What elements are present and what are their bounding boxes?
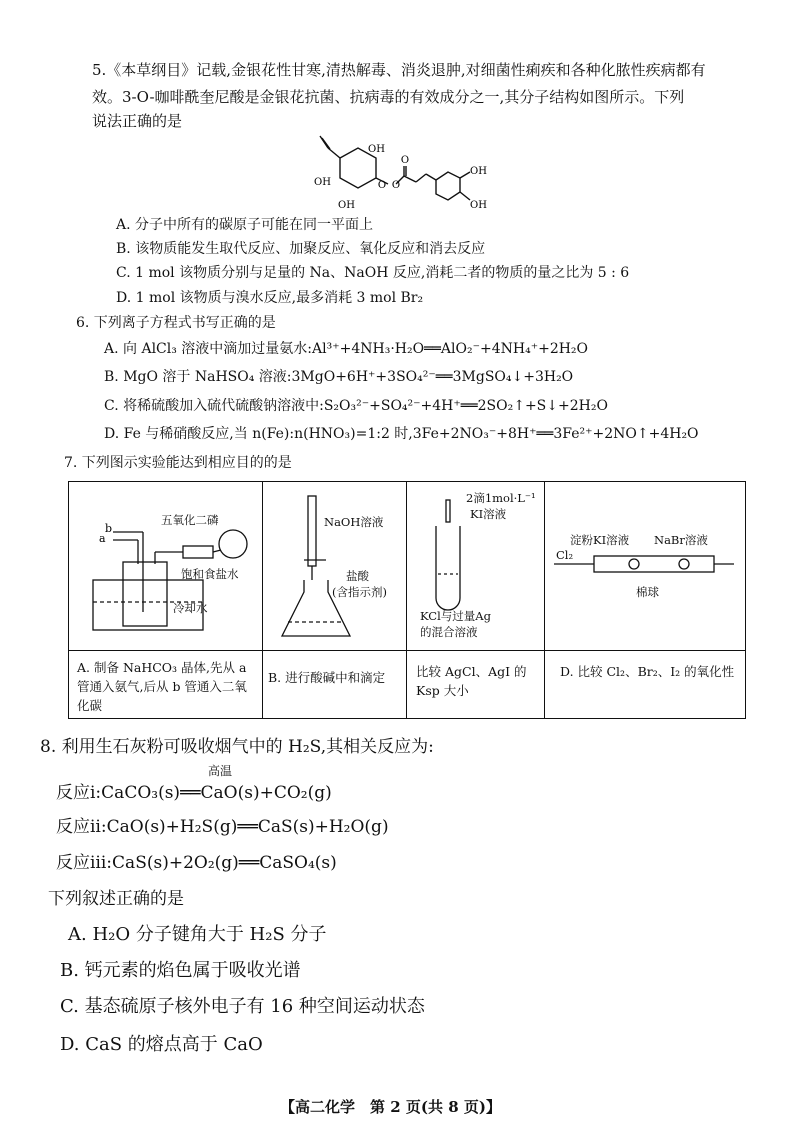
svg-text:O: O — [377, 180, 387, 191]
q5-option-a: A. 分子中所有的碳原子可能在同一平面上 — [116, 217, 374, 233]
panel-b-caption: B. 进行酸碱中和滴定 — [268, 670, 386, 685]
experiment-table — [68, 481, 746, 719]
label-cl2: Cl₂ — [556, 548, 574, 562]
reaction-2-label: 反应ⅱ: — [56, 817, 107, 837]
oh-label-4: OH — [470, 166, 487, 177]
reaction-2 — [56, 812, 389, 837]
label-cooling-water: 冷却水 — [173, 601, 208, 615]
reaction-1-condition: 高温 — [208, 764, 233, 778]
reaction-1-equation: CaCO₃(s)══CaO(s)+CO₂(g) — [101, 783, 332, 803]
label-a: a — [99, 532, 106, 545]
label-cotton: 棉球 — [636, 585, 659, 599]
oh-label-5: OH — [470, 200, 487, 211]
reaction-3-equation: CaS(s)+2O₂(g)══CaSO₄(s) — [112, 853, 337, 873]
q8-prompt: 下列叙述正确的是 — [48, 889, 184, 909]
q5-stem-line1: 5.《本草纲目》记载,金银花性甘寒,清热解毒、消炎退肿,对细菌性痢疾和各种化脓性疾病都有 — [92, 61, 706, 79]
q8-stem: 8. 利用生石灰粉可吸收烟气中的 H₂S,其相关反应为: — [40, 737, 434, 757]
caffeoylquinic-acid-structure — [310, 128, 490, 218]
reaction-1-label: 反应ⅰ: — [56, 783, 102, 803]
page-footer: 【高二化学 第 2 页(共 8 页)】 — [280, 1098, 501, 1116]
q6-option-d: D. Fe 与稀硝酸反应,当 n(Fe):n(HNO₃)=1:2 时,3Fe+2NO₃⁻+8H⁺══3Fe²⁺+2NO↑+4H₂O — [104, 426, 699, 442]
oh-label-2: OH — [314, 177, 331, 188]
q6-option-a: A. 向 AlCl₃ 溶液中滴加过量氨水:Al³⁺+4NH₃·H₂O══AlO₂⁻+4NH₄⁺+2H₂O — [104, 341, 589, 357]
label-starch-ki: 淀粉KI溶液 — [570, 533, 630, 547]
label-naoh: NaOH溶液 — [324, 515, 384, 529]
label-mixture: 的混合溶液 — [420, 625, 478, 639]
q5-option-d: D. 1 mol 该物质与溴水反应,最多消耗 3 mol Br₂ — [116, 290, 424, 306]
q6-option-b: B. MgO 溶于 NaHSO₄ 溶液:3MgO+6H⁺+3SO₄²⁻══3MgSO₄↓+3H₂O — [104, 369, 574, 385]
reaction-3-label: 反应ⅲ: — [56, 853, 113, 873]
reaction-1 — [56, 778, 332, 803]
q8-option-d: D. CaS 的熔点高于 CaO — [60, 1034, 263, 1055]
panel-c-caption: 比较 AgCl、AgI 的 Ksp 大小 — [416, 664, 527, 698]
panel-a — [69, 482, 263, 718]
label-p2o5: 五氧化二磷 — [161, 513, 219, 527]
q8-option-a: A. H₂O 分子键角大于 H₂S 分子 — [68, 924, 327, 945]
label-ki-conc: 2滴1mol·L⁻¹ — [466, 491, 536, 505]
panel-d — [544, 482, 745, 718]
q6-option-c: C. 将稀硫酸加入硫代硫酸钠溶液中:S₂O₃²⁻+SO₄²⁻+4H⁺══2SO₂↑+S↓+2H₂O — [104, 398, 608, 414]
label-nabr: NaBr溶液 — [654, 533, 708, 547]
label-hcl: 盐酸 — [346, 569, 369, 583]
panel-c — [406, 482, 545, 718]
q7-stem: 7. 下列图示实验能达到相应目的的是 — [64, 455, 292, 471]
q8-option-b: B. 钙元素的焰色属于吸收光谱 — [60, 960, 301, 981]
q5-stem-line2: 效。3-O-咖啡酰奎尼酸是金银花抗菌、抗病毒的有效成分之一,其分子结构如图所示。下列 — [92, 88, 685, 106]
q5-option-b: B. 该物质能发生取代反应、加聚反应、氧化反应和消去反应 — [116, 241, 486, 257]
label-b: b — [105, 522, 113, 535]
label-saturated-brine: 饱和食盐水 — [181, 567, 239, 581]
panel-a-caption: A. 制备 NaHCO₃ 晶体,先从 a 管通入氨气,后从 b 管通入二氧化碳 — [77, 660, 247, 713]
reaction-2-equation: CaO(s)+H₂S(g)══CaS(s)+H₂O(g) — [106, 817, 389, 837]
oh-label-3: OH — [338, 200, 355, 211]
svg-text:O: O — [400, 155, 410, 166]
q5-option-c: C. 1 mol 该物质分别与足量的 Na、NaOH 反应,消耗二者的物质的量之比为 5 : 6 — [116, 265, 630, 281]
panel-d-caption: D. 比较 Cl₂、Br₂、I₂ 的氧化性 — [560, 664, 735, 679]
label-indicator: (含指示剂) — [332, 585, 387, 599]
panel-b — [262, 482, 407, 718]
q5-stem-line3: 说法正确的是 — [92, 112, 183, 130]
q8-option-c: C. 基态硫原子核外电子有 16 种空间运动状态 — [60, 996, 425, 1017]
svg-text:O: O — [391, 180, 401, 191]
label-ki-solution: KI溶液 — [470, 507, 507, 521]
reaction-3 — [56, 848, 337, 873]
q6-stem: 6. 下列离子方程式书写正确的是 — [76, 315, 276, 331]
oh-label-1: OH — [368, 144, 385, 155]
label-kcl-ag: KCl与过量Ag — [420, 609, 491, 623]
